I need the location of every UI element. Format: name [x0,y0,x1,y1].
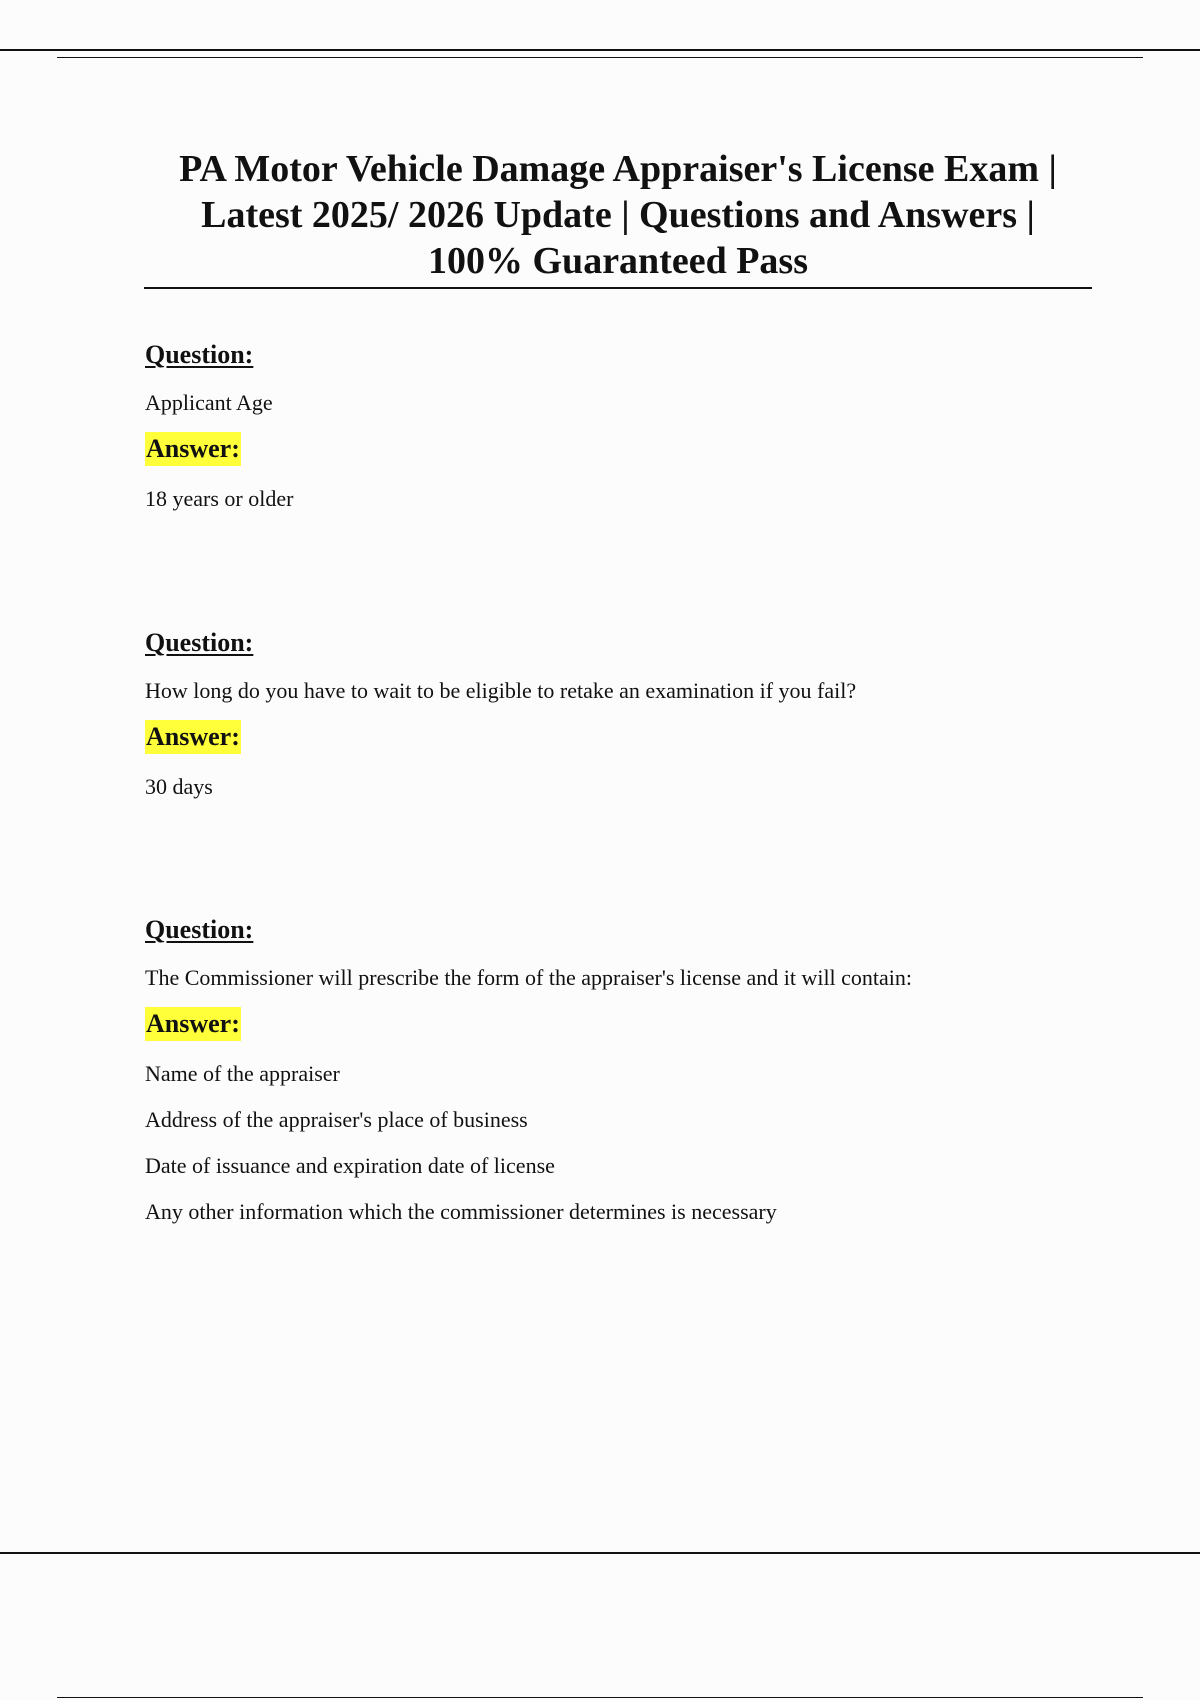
answer-label: Answer: [145,1007,241,1041]
answer-text: Address of the appraiser's place of business [145,1107,528,1132]
answer-text: 18 years or older [145,486,294,511]
question-text: The Commissioner will prescribe the form of the appraiser's license and it will contain: [145,965,913,990]
answer-list [145,1061,1105,1225]
answer-text: Date of issuance and expiration date of license [145,1153,555,1178]
question-text: How long do you have to wait to be eligible to retake an examination if you fail? [145,678,857,703]
answer-label: Answer: [145,720,241,754]
title-line: 100% Guaranteed Pass [428,240,808,282]
answer-text: 30 days [145,774,213,799]
page-top-rule [0,49,1200,51]
title-line: PA Motor Vehicle Damage Appraiser's License Exam | [179,148,1057,190]
next-page-header-rule [57,1697,1143,1698]
title-underline [144,287,1092,289]
question-label: Question: [145,915,254,944]
title-line: Latest 2025/ 2026 Update | Questions and Answers | [201,194,1035,236]
answer-text: Name of the appraiser [145,1061,340,1086]
question-label: Question: [145,340,254,369]
document-title [145,146,1091,284]
question-label: Question: [145,628,254,657]
page-bottom-rule [0,1552,1200,1554]
qa-item [145,340,1105,512]
question-text: Applicant Age [145,390,273,415]
answer-text: Any other information which the commissioner determines is necessary [145,1199,777,1224]
answer-label: Answer: [145,432,241,466]
qa-item [145,915,1105,1225]
header-rule [57,57,1143,58]
qa-item [145,628,1105,800]
